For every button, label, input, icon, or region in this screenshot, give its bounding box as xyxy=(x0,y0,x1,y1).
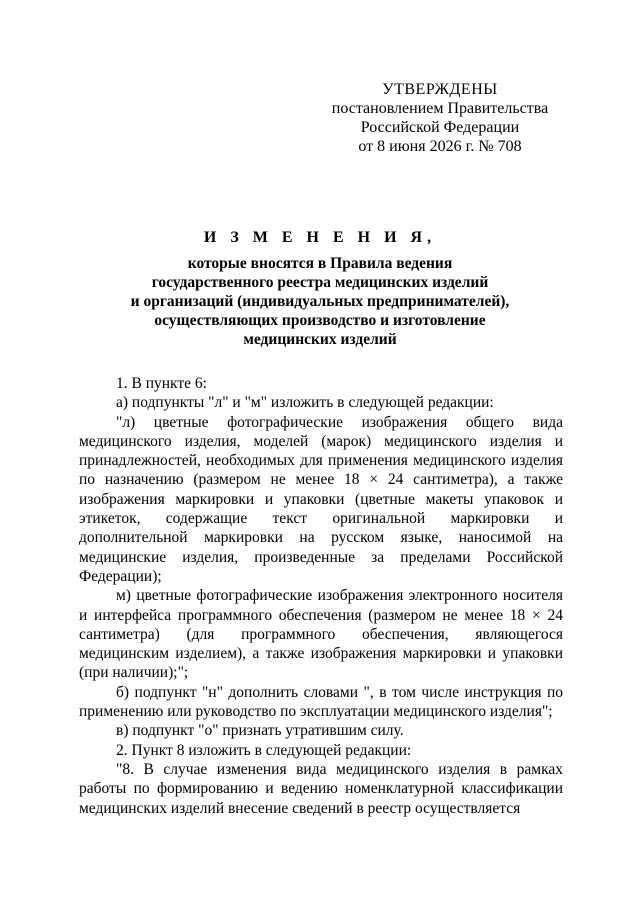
paragraph: 1. В пункте 6: xyxy=(116,375,207,392)
document-subtitle-line: медицинских изделий xyxy=(243,331,397,348)
document-subtitle-line: которые вносятся в Правила ведения xyxy=(187,255,453,272)
paragraph: "8. В случае изменения вида медицинского изделия в рамках работы по формированию и ведению номенклатурной классификации медицинских изделий внесение сведений в реестр осуществляется xyxy=(79,760,563,817)
document-body xyxy=(79,374,563,818)
document-subtitle-line: государственного реестра медицинских изделий xyxy=(151,274,489,291)
approval-line: Российской Федерации xyxy=(360,119,520,136)
document-heading xyxy=(80,228,560,349)
paragraph: б) подпункт "н" дополнить словами ", в том числе инструкция по применению или руководство по эксплуатации медицинского изделия"; xyxy=(79,683,563,721)
paragraph: в) подпункт "о" признать утратившим силу. xyxy=(116,722,404,740)
approval-date-line: от 8 июня 2026 г. № 708 xyxy=(358,138,522,155)
approval-line: постановлением Правительства xyxy=(331,100,549,117)
approval-stamp xyxy=(330,80,550,156)
document-subtitle-line: и организаций (индивидуальных предпринимателей), xyxy=(130,293,510,310)
approval-title: УТВЕРЖДЕНЫ xyxy=(382,81,498,98)
paragraph: м) цветные фотографические изображения электронного носителя и интерфейса программного обеспечения (размером не менее 18 × 24 сантиметра) (для программного обеспечения, являющегося медицинским изделием), а также изображения маркировки и упаковки (при наличии);"; xyxy=(79,587,563,682)
paragraph: 2. Пункт 8 изложить в следующей редакции: xyxy=(116,741,412,759)
document-title: И З М Е Н Е Н И Я, xyxy=(203,229,437,246)
paragraph: а) подпункты "л" и "м" изложить в следующей редакции: xyxy=(116,394,494,412)
paragraph: "л) цветные фотографические изображения общего вида медицинского изделия, моделей (марок) медицинского изделия и принадлежностей, необходимых для применения медицинского изделия по назначению (размером не менее 18 × 24 сантиметра), а также изображения маркировки и упаковки (цветные макеты упаковок и этикеток, содержащие текст оригинальной маркировки и дополнительной маркировки на русском языке, наносимой на медицинские изделия, произведенные за пределами Российской Федерации); xyxy=(79,413,563,585)
document-subtitle-line: осуществляющих производство и изготовление xyxy=(154,312,486,329)
